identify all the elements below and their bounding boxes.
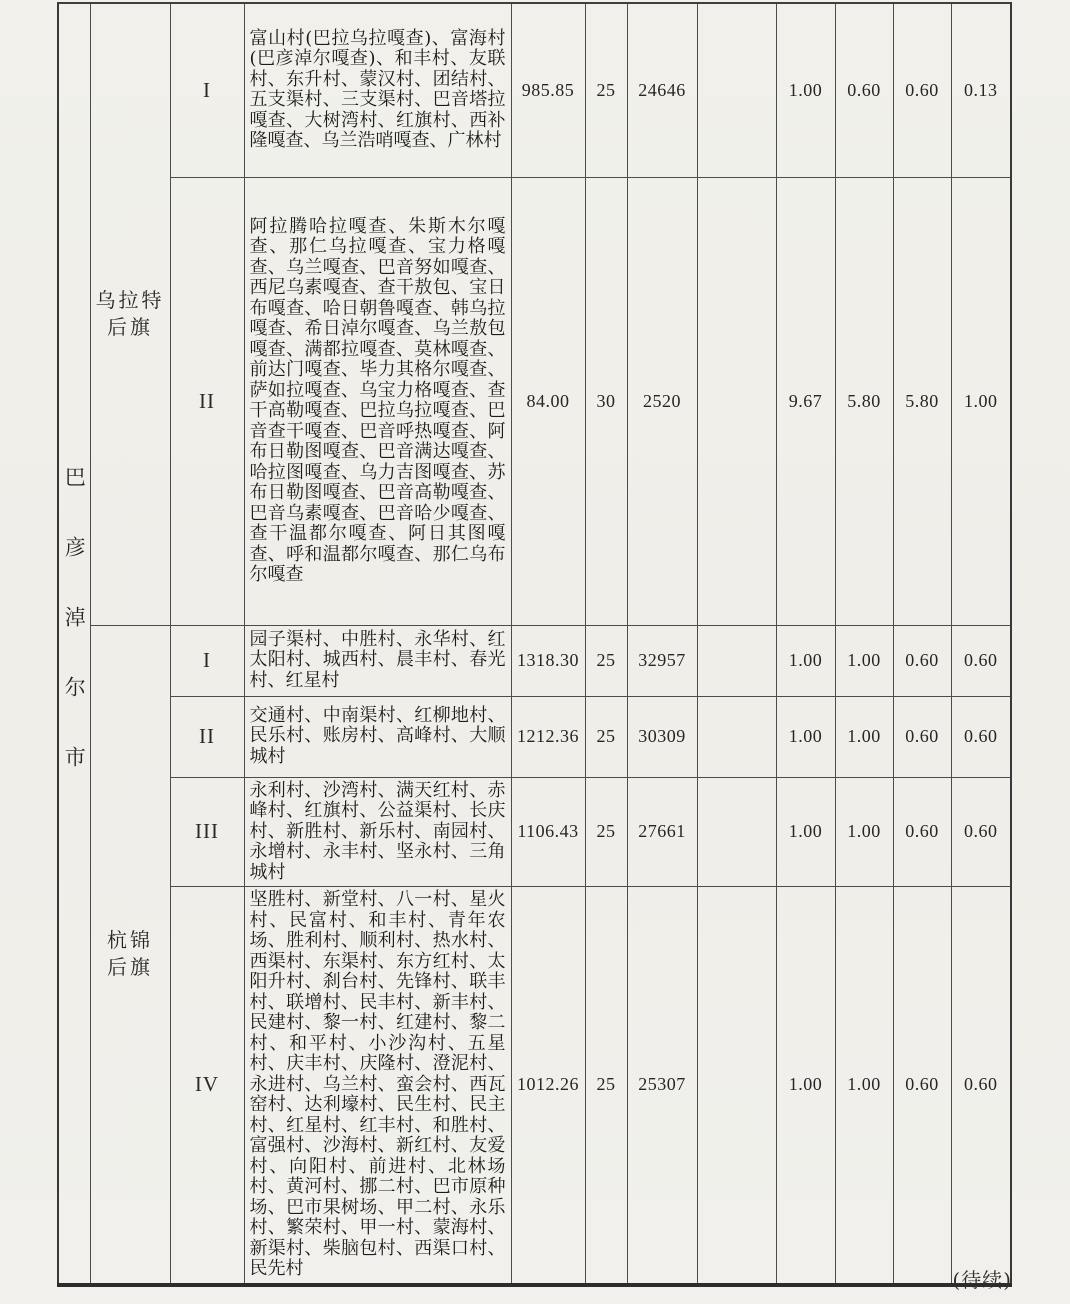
city-label: 巴彦淖尔市 [62, 466, 87, 817]
area-cell: 1318.30 [511, 625, 585, 696]
value-cell: 32957 [627, 625, 697, 696]
empty-cell [697, 777, 776, 887]
value-cell: 25 [585, 3, 627, 177]
banner-label-line: 杭锦 [107, 928, 153, 952]
value-cell: 1.00 [776, 696, 835, 777]
grade-cell: I [170, 625, 244, 696]
table-row [58, 3, 1011, 177]
area-cell: 1212.36 [511, 696, 585, 777]
city-cell [58, 3, 90, 1285]
value-cell: 27661 [627, 777, 697, 887]
banner-cell-hangjin-houqi [90, 625, 170, 1285]
value-cell: 0.60 [951, 887, 1011, 1285]
value-cell: 1.00 [776, 887, 835, 1285]
empty-cell [697, 887, 776, 1285]
grade-cell: IV [170, 887, 244, 1285]
grade-cell: I [170, 3, 244, 177]
value-cell: 0.60 [893, 3, 951, 177]
grade-cell: II [170, 177, 244, 625]
value-cell: 2520 [627, 177, 697, 625]
empty-cell [697, 625, 776, 696]
value-cell: 1.00 [776, 3, 835, 177]
empty-cell [697, 696, 776, 777]
grade-cell: III [170, 777, 244, 887]
value-cell: 30 [585, 177, 627, 625]
value-cell: 0.13 [951, 3, 1011, 177]
value-cell: 0.60 [951, 777, 1011, 887]
villages-cell [244, 696, 511, 777]
value-cell: 25 [585, 696, 627, 777]
banner-label-line: 乌拉特 [95, 288, 165, 313]
value-cell: 0.60 [893, 887, 951, 1285]
villages-list: 交通村、中南渠村、红柳地村、民乐村、账房村、高峰村、大顺城村 [249, 704, 506, 767]
value-cell: 1.00 [776, 777, 835, 887]
value-cell: 0.60 [835, 3, 893, 177]
value-cell: 25 [585, 625, 627, 696]
value-cell: 0.60 [951, 625, 1011, 696]
value-cell: 24646 [627, 3, 697, 177]
value-cell: 1.00 [776, 625, 835, 696]
value-cell: 30309 [627, 696, 697, 777]
area-cell: 84.00 [511, 177, 585, 625]
value-cell: 1.00 [835, 625, 893, 696]
to-be-continued-note: (待续) [952, 1268, 1012, 1292]
value-cell: 1.00 [835, 696, 893, 777]
banner-label-line: 后旗 [107, 955, 153, 979]
value-cell: 0.60 [893, 696, 951, 777]
villages-cell [244, 625, 511, 696]
value-cell: 1.00 [835, 887, 893, 1285]
table-row [58, 625, 1011, 696]
banner-cell-wulate-houqi [90, 3, 170, 625]
villages-cell [244, 777, 511, 887]
grade-cell: II [170, 696, 244, 777]
table-row [58, 777, 1011, 887]
villages-list: 富山村(巴拉乌拉嘎查)、富海村(巴彦淖尔嘎查)、和丰村、友联村、东升村、蒙汉村、团结村、五支渠村、三支渠村、巴音塔拉嘎查、大树湾村、红旗村、西补隆嘎查、乌兰浩哨嘎查、广林村 [249, 27, 506, 152]
value-cell: 5.80 [893, 177, 951, 625]
villages-list: 坚胜村、新堂村、八一村、星火村、民富村、和丰村、青年农场、胜利村、顺利村、热水村、西渠村、东渠村、东方红村、太阳升村、刹台村、先锋村、联丰村、联增村、民丰村、新丰村、民建村、黎一村、红建村、黎二村、和平村、小沙沟村、五星村、庆丰村、庆隆村、澄泥村、永进村、乌兰村、蛮会村、西瓦窑村、达利壕村、民生村、民主村、红星村、红丰村、和胜村、富强村、沙海村、新红村、友爱村、向阳村、前进村、北林场村、黄河村、挪二村、巴市原种场、巴市果树场、甲二村、永乐村、繁荣村、甲一村、蒙海村、新渠村、柴脑包村、西渠口村、民先村 [249, 889, 506, 1279]
village-grade-table [57, 2, 1012, 1287]
value-cell: 1.00 [835, 777, 893, 887]
banner-label-line: 后旗 [107, 315, 153, 340]
area-cell: 1012.26 [511, 887, 585, 1285]
value-cell: 1.00 [951, 177, 1011, 625]
value-cell: 25 [585, 887, 627, 1285]
value-cell: 5.80 [835, 177, 893, 625]
area-cell: 1106.43 [511, 777, 585, 887]
villages-list: 永利村、沙湾村、满天红村、赤峰村、红旗村、公益渠村、长庆村、新胜村、新乐村、南园村、永增村、永丰村、坚永村、三角城村 [249, 779, 506, 883]
villages-cell [244, 3, 511, 177]
value-cell: 25 [585, 777, 627, 887]
area-cell: 985.85 [511, 3, 585, 177]
table-row [58, 887, 1011, 1285]
villages-cell [244, 177, 511, 625]
table-row [58, 177, 1011, 625]
value-cell: 9.67 [776, 177, 835, 625]
villages-list: 阿拉腾哈拉嘎查、朱斯木尔嘎查、那仁乌拉嘎查、宝力格嘎查、乌兰嘎查、巴音努如嘎查、西尼乌素嘎查、查干敖包、宝日布嘎查、哈日朝鲁嘎查、韩乌拉嘎查、希日淖尔嘎查、乌兰敖包嘎查、满都拉嘎查、莫林嘎查、前达门嘎查、毕力其格尔嘎查、萨如拉嘎查、乌宝力格嘎查、查干高勒嘎查、巴拉乌拉嘎查、巴音查干嘎查、巴音呼热嘎查、阿布日勒图嘎查、巴音满达嘎查、哈拉图嘎查、乌力吉图嘎查、苏布日勒图嘎查、巴音高勒嘎查、巴音乌素嘎查、巴音哈少嘎查、查干温都尔嘎查、阿日其图嘎查、呼和温都尔嘎查、那仁乌布尔嘎查 [249, 215, 506, 585]
table-row [58, 696, 1011, 777]
empty-cell [697, 3, 776, 177]
value-cell: 0.60 [893, 625, 951, 696]
empty-cell [697, 177, 776, 625]
value-cell: 0.60 [893, 777, 951, 887]
villages-list: 园子渠村、中胜村、永华村、红太阳村、城西村、晨丰村、春光村、红星村 [249, 628, 506, 691]
villages-cell [244, 887, 511, 1285]
value-cell: 25307 [627, 887, 697, 1285]
value-cell: 0.60 [951, 696, 1011, 777]
